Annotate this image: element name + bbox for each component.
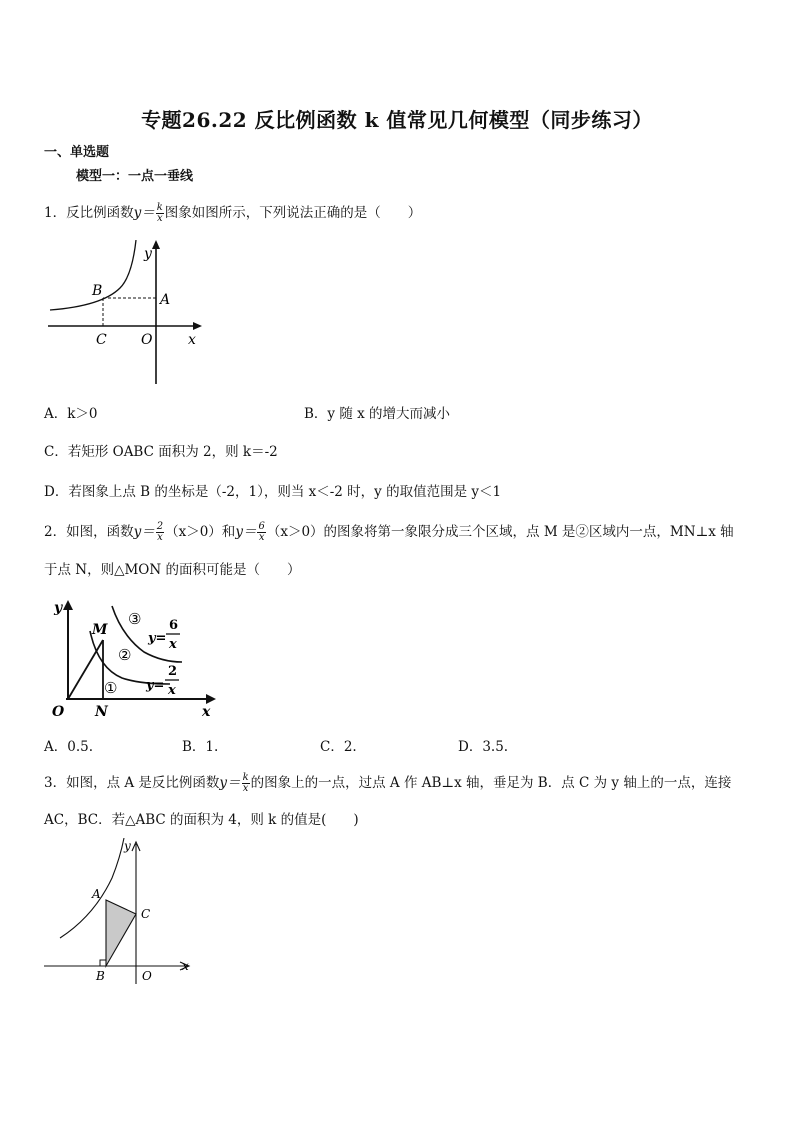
q2-label-O: O xyxy=(52,704,65,720)
q2-f2-den: x xyxy=(258,532,265,543)
q2-option-b: B．1. xyxy=(182,739,219,755)
q2-cond-1: （x＞0）和 xyxy=(165,524,236,540)
q2-eq2-num: 2 xyxy=(168,664,178,679)
model-heading: 模型一：一点一垂线 xyxy=(76,169,194,184)
q3-fraction xyxy=(242,773,250,794)
q2-segment-OM xyxy=(68,640,103,699)
q1-option-b: B．y 随 x 的增大而减小 xyxy=(304,406,451,422)
q2-label-y: y xyxy=(54,600,63,616)
q1-figure xyxy=(40,240,210,390)
q2-f2-num: 6 xyxy=(258,521,265,532)
q3-label-x: x xyxy=(182,959,189,973)
q1-y-arrow xyxy=(152,240,160,249)
q1-option-d: D．若图象上点 B 的坐标是（-2，1），则当 x＜-2 时，y 的取值范围是 y＜1 xyxy=(44,484,502,500)
q2-eq6-num: 6 xyxy=(169,618,179,633)
q3-triangle-ABC xyxy=(106,900,136,966)
q2-option-c: C．2. xyxy=(320,739,357,755)
q3-label-B: B xyxy=(96,969,105,983)
q3-frac-den: x xyxy=(242,783,249,794)
q3-label-A: A xyxy=(92,887,101,901)
question-3-stem-line2: AC，BC．若△ABC 的面积为 4，则 k 的值是( ) xyxy=(44,812,359,828)
q2-label-M: M xyxy=(92,622,108,638)
q2-stem-start: 2．如图，函数 xyxy=(44,524,134,540)
q1-label-O: O xyxy=(141,332,153,348)
question-3-stem xyxy=(44,773,731,794)
q3-label-C: C xyxy=(141,907,151,921)
q1-x-arrow xyxy=(193,322,202,330)
q3-figure xyxy=(40,838,200,988)
question-2-stem xyxy=(44,522,734,543)
section-heading: 一、单选题 xyxy=(44,145,110,160)
q2-option-a: A．0.5. xyxy=(44,739,94,755)
q3-frac-num: k xyxy=(242,772,249,783)
q2-fraction-2 xyxy=(257,522,265,543)
q2-eq6-den: x xyxy=(169,637,177,652)
q2-eq6-lhs: y= xyxy=(148,631,167,646)
q1-label-y: y xyxy=(144,246,152,262)
q2-region-3: ③ xyxy=(128,610,142,628)
q2-f1-den: x xyxy=(157,532,163,543)
q1-option-c: C．若矩形 OABC 面积为 2，则 k＝-2 xyxy=(44,444,278,460)
question-2-stem-line2: 于点 N，则△MON 的面积可能是（ ） xyxy=(44,562,301,578)
q2-figure xyxy=(44,596,224,721)
question-1-stem xyxy=(44,203,421,224)
q1-label-B: B xyxy=(92,283,103,299)
q3-stem-mid: 的图象上的一点，过点 A 作 AB⊥x 轴，垂足为 B．点 C 为 y 轴上的一点，连接 xyxy=(250,775,732,791)
q2-label-N: N xyxy=(95,704,108,720)
q1-hyperbola xyxy=(50,240,136,310)
q2-eq2-lhs: y= xyxy=(146,678,165,693)
q3-stem-start: 3．如图，点 A 是反比例函数 xyxy=(44,775,220,791)
q2-y-arrow xyxy=(63,600,73,610)
q2-label-x: x xyxy=(202,704,211,720)
q2-region-1: ① xyxy=(104,679,118,697)
q1-stem-end: 图象如图所示，下列说法正确的是（ ） xyxy=(164,205,422,221)
q2-region-2: ② xyxy=(118,646,132,664)
q1-stem-start: 1．反比例函数 xyxy=(44,205,134,221)
q1-frac-num: k xyxy=(156,202,163,213)
q2-option-d: D．3.5. xyxy=(458,739,509,755)
q2-y1: y＝ xyxy=(133,524,155,540)
q1-label-A: A xyxy=(160,292,171,308)
q1-label-x: x xyxy=(188,332,196,348)
q1-option-a: A．k＞0 xyxy=(44,406,98,422)
q3-right-angle-mark xyxy=(100,960,106,966)
page-title: 专题26.22 反比例函数 k 值常见几何模型（同步练习） xyxy=(141,108,653,132)
q1-y-eq: y＝ xyxy=(133,205,155,221)
q2-y2: y＝ xyxy=(235,524,257,540)
q3-label-O: O xyxy=(142,969,152,983)
q3-y-eq: y＝ xyxy=(219,775,241,791)
q2-eq2-den: x xyxy=(168,683,176,698)
q2-f1-num: 2 xyxy=(156,521,164,532)
q1-fraction xyxy=(156,203,164,224)
q1-frac-den: x xyxy=(156,213,163,224)
q3-label-y: y xyxy=(124,839,131,853)
q1-label-C: C xyxy=(96,332,107,348)
q2-x-arrow xyxy=(206,694,216,704)
q2-fraction-1 xyxy=(156,522,164,543)
q2-stem-mid: （x＞0）的图象将第一象限分成三个区域，点 M 是②区域内一点，MN⊥x 轴 xyxy=(266,524,734,540)
